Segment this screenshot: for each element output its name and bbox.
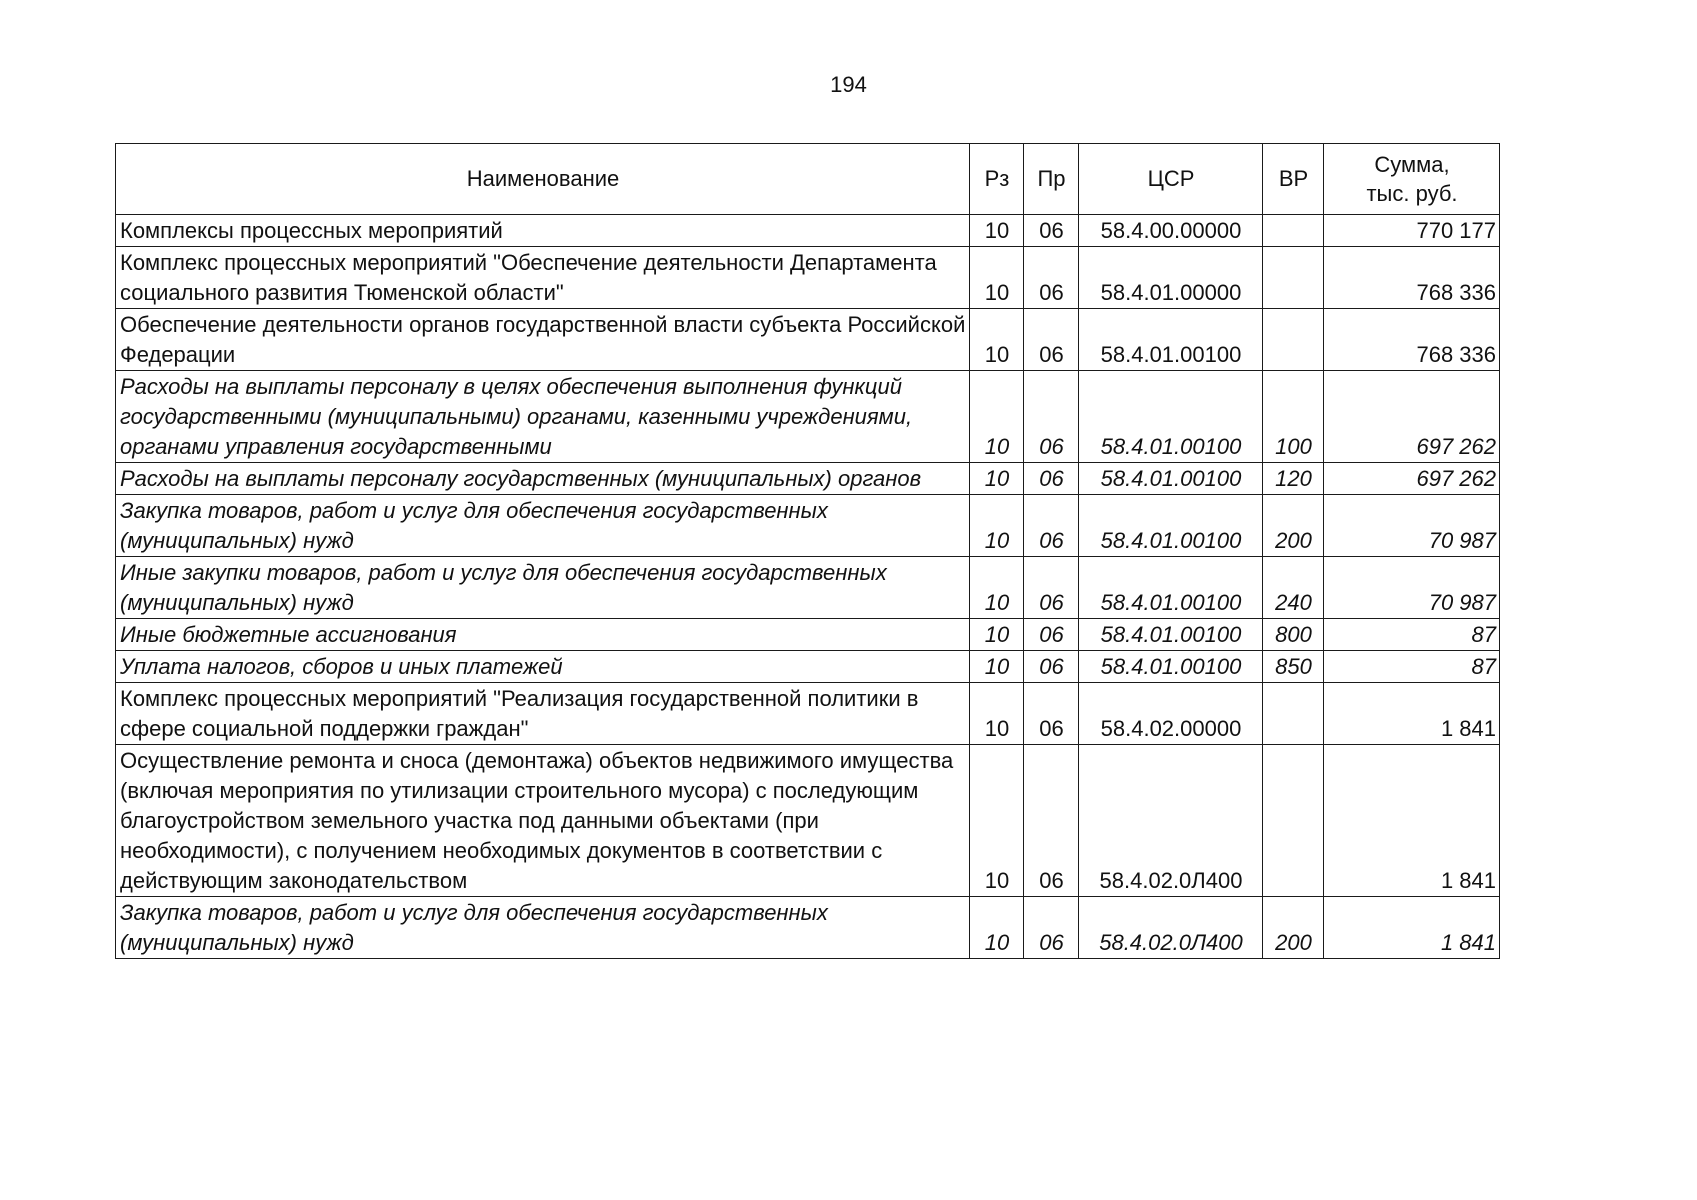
row-rz-cell: 10 [970,247,1024,309]
row-sum-cell: 87 [1324,619,1500,651]
page-number: 194 [830,72,867,97]
row-csr-cell: 58.4.01.00100 [1079,495,1263,557]
row-pr-cell: 06 [1024,247,1079,309]
row-sum-cell: 697 262 [1324,371,1500,463]
row-name-cell: Уплата налогов, сборов и иных платежей [116,651,970,683]
row-csr-cell: 58.4.01.00100 [1079,371,1263,463]
row-rz-cell: 10 [970,745,1024,897]
row-vr-cell: 100 [1263,371,1324,463]
row-vr-cell [1263,247,1324,309]
row-vr-cell: 850 [1263,651,1324,683]
header-name: Наименование [116,144,970,215]
row-pr-cell: 06 [1024,371,1079,463]
row-sum-cell: 70 987 [1324,495,1500,557]
table-header-row [116,144,1500,215]
header-csr: ЦСР [1079,144,1263,215]
row-rz-cell: 10 [970,683,1024,745]
table-row [116,651,1500,683]
header-rz: Рз [970,144,1024,215]
row-vr-cell: 200 [1263,897,1324,959]
row-rz-cell: 10 [970,463,1024,495]
row-sum-cell: 70 987 [1324,557,1500,619]
row-csr-cell: 58.4.01.00000 [1079,247,1263,309]
header-sum-line2: тыс. руб. [1366,181,1458,206]
row-rz-cell: 10 [970,557,1024,619]
row-pr-cell: 06 [1024,463,1079,495]
row-vr-cell: 200 [1263,495,1324,557]
row-vr-cell [1263,215,1324,247]
row-pr-cell: 06 [1024,897,1079,959]
table-row [116,557,1500,619]
row-pr-cell: 06 [1024,309,1079,371]
table-row [116,495,1500,557]
row-vr-cell [1263,309,1324,371]
row-sum-cell: 768 336 [1324,309,1500,371]
row-rz-cell: 10 [970,495,1024,557]
row-vr-cell: 240 [1263,557,1324,619]
row-name-cell: Комплекс процессных мероприятий "Обеспечение деятельности Департамента социального развития Тюменской области" [116,247,970,309]
row-vr-cell: 800 [1263,619,1324,651]
row-name-cell: Осуществление ремонта и сноса (демонтажа) объектов недвижимого имущества (включая мероприятия по утилизации строительного мусора) с последующим благоустройством земельного участка под данными объектами (при необходимости), с получением необходимых документов в соответствии с действующим законодательством [116,745,970,897]
row-csr-cell: 58.4.01.00100 [1079,309,1263,371]
row-vr-cell: 120 [1263,463,1324,495]
row-csr-cell: 58.4.00.00000 [1079,215,1263,247]
row-pr-cell: 06 [1024,619,1079,651]
row-rz-cell: 10 [970,651,1024,683]
row-name-cell: Иные бюджетные ассигнования [116,619,970,651]
row-sum-cell: 1 841 [1324,897,1500,959]
row-rz-cell: 10 [970,371,1024,463]
table-row [116,683,1500,745]
row-csr-cell: 58.4.01.00100 [1079,651,1263,683]
row-sum-cell: 770 177 [1324,215,1500,247]
row-pr-cell: 06 [1024,495,1079,557]
row-sum-cell: 1 841 [1324,745,1500,897]
row-pr-cell: 06 [1024,651,1079,683]
row-pr-cell: 06 [1024,557,1079,619]
header-sum [1324,144,1500,215]
row-csr-cell: 58.4.01.00100 [1079,619,1263,651]
row-pr-cell: 06 [1024,745,1079,897]
row-sum-cell: 1 841 [1324,683,1500,745]
row-name-cell: Закупка товаров, работ и услуг для обеспечения государственных (муниципальных) нужд [116,495,970,557]
row-name-cell: Обеспечение деятельности органов государственной власти субъекта Российской Федерации [116,309,970,371]
header-sum-line1: Сумма, [1374,152,1450,177]
row-name-cell: Закупка товаров, работ и услуг для обеспечения государственных (муниципальных) нужд [116,897,970,959]
header-vr: ВР [1263,144,1324,215]
row-csr-cell: 58.4.01.00100 [1079,557,1263,619]
row-vr-cell [1263,683,1324,745]
table-row [116,371,1500,463]
row-sum-cell: 697 262 [1324,463,1500,495]
row-csr-cell: 58.4.02.00000 [1079,683,1263,745]
table-row [116,247,1500,309]
row-name-cell: Комплекс процессных мероприятий "Реализация государственной политики в сфере социальной поддержки граждан" [116,683,970,745]
table-row [116,745,1500,897]
row-csr-cell: 58.4.02.0Л400 [1079,897,1263,959]
row-sum-cell: 87 [1324,651,1500,683]
row-pr-cell: 06 [1024,215,1079,247]
row-rz-cell: 10 [970,619,1024,651]
table-row [116,215,1500,247]
table-row [116,309,1500,371]
row-rz-cell: 10 [970,215,1024,247]
header-pr: Пр [1024,144,1079,215]
row-name-cell: Расходы на выплаты персоналу в целях обеспечения выполнения функций государственными (муниципальными) органами, казенными учреждениями, органами управления государственными [116,371,970,463]
row-rz-cell: 10 [970,309,1024,371]
table-row [116,463,1500,495]
budget-table [115,143,1500,959]
row-rz-cell: 10 [970,897,1024,959]
row-sum-cell: 768 336 [1324,247,1500,309]
row-name-cell: Иные закупки товаров, работ и услуг для обеспечения государственных (муниципальных) нужд [116,557,970,619]
row-vr-cell [1263,745,1324,897]
row-name-cell: Комплексы процессных мероприятий [116,215,970,247]
row-name-cell: Расходы на выплаты персоналу государственных (муниципальных) органов [116,463,970,495]
row-pr-cell: 06 [1024,683,1079,745]
row-csr-cell: 58.4.01.00100 [1079,463,1263,495]
row-csr-cell: 58.4.02.0Л400 [1079,745,1263,897]
table-row [116,897,1500,959]
table-row [116,619,1500,651]
